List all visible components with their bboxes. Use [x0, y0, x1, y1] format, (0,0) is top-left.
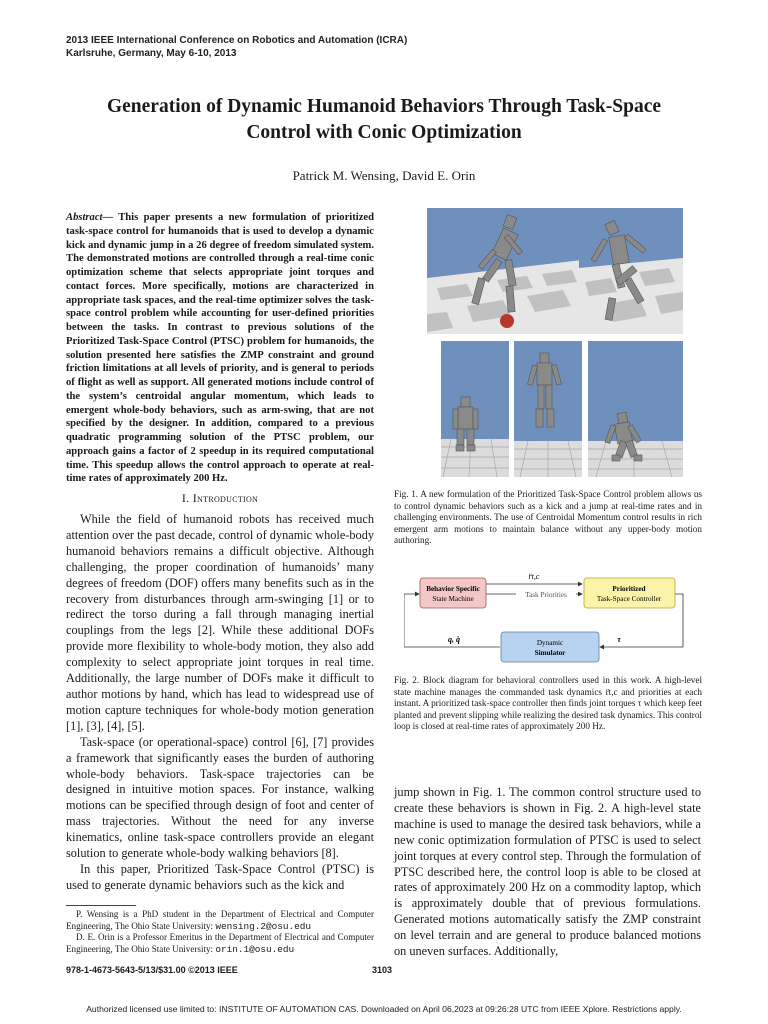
- email-orin[interactable]: orin.1@osu.edu: [215, 943, 295, 955]
- prioritized-controller-box: [584, 578, 675, 608]
- footnote-2-text: D. E. Orin is a Professor Emeritus in the Department of Electrical and Computer Engineering, The Ohio State University:: [66, 932, 374, 954]
- figure-2-caption: Fig. 2. Block diagram for behavioral controllers used in this work. A high-level state machine manages the commanded task dynamics r̈t,c and priorities at each instant. A prioritized task-space controller then finds joint torques τ which keep feet planted and prevent slipping while realizing the desired task dynamics. This control loop is closed at real-time rates of approximately 200 Hz.: [394, 675, 702, 732]
- footnote-orin: [66, 932, 374, 955]
- jump-frame-1-image: [441, 341, 509, 477]
- footnote-1-text: P. Wensing is a PhD student in the Department of Electrical and Computer Engineering, The Ohio State University:: [66, 909, 374, 931]
- q-label: q, q̇: [448, 635, 460, 644]
- abstract: [66, 211, 374, 486]
- figure-2-block-diagram: [404, 568, 687, 668]
- footnote-divider: [66, 905, 136, 906]
- conference-line: 2013 IEEE International Conference on Robotics and Automation (ICRA): [66, 35, 408, 46]
- jump-frame-2-image: [514, 341, 582, 477]
- title-line-2: Control with Conic Optimization: [246, 122, 522, 143]
- jump-frame-3-image: [588, 341, 683, 477]
- behavior-label-2: State Machine: [432, 595, 474, 603]
- isbn-line: 978-1-4673-5643-5/13/$31.00 ©2013 IEEE: [66, 965, 238, 975]
- kick-frame-2-image: [579, 208, 683, 334]
- conference-location: Karlsruhe, Germany, May 6-10, 2013: [66, 48, 237, 59]
- author-footnote: [66, 909, 374, 955]
- paper-title: [40, 94, 728, 146]
- section-heading: [66, 491, 374, 506]
- ptsc-label-2: Task-Space Controller: [596, 595, 662, 603]
- ptsc-label-1: Prioritized: [612, 585, 646, 593]
- section-title: Introduction: [192, 491, 259, 505]
- behavior-label-1: Behavior Specific: [426, 585, 480, 593]
- conference-header: [66, 34, 407, 60]
- rddot-label: r̈t,c: [528, 572, 540, 581]
- right-column-body: [394, 785, 701, 960]
- tau-label: τ: [617, 635, 621, 644]
- email-wensing[interactable]: wensing.2@osu.edu: [215, 920, 311, 932]
- page-number: 3103: [372, 965, 393, 975]
- task-priorities-label: Task Priorities: [525, 591, 567, 599]
- sim-label-2: Simulator: [534, 649, 566, 657]
- sim-label-1: Dynamic: [536, 639, 564, 647]
- intro-paragraph-3: In this paper, Prioritized Task-Space Control (PTSC) is used to generate dynamic behaviors such as the kick and: [66, 861, 374, 892]
- abstract-text: — This paper presents a new formulation of prioritized task-space control for humanoids that is used to develop a dynamic kick and dynamic jump in a 26 degree of freedom simulated system. The demonstrated motions are controlled through a real-time conic optimization scheme that selects appropriate joint torques and contact forces. More specifically, motions are characterized in appropriate task spaces, and the real-time optimizer solves the task-space control problem while accounting for user-defined priorities between the tasks. In contrast to previous solutions of the Prioritized Task-Space Control (PTSC) problem for humanoids, the solution presented here satisfies the ZMP constraint and ground friction limitations at all levels of priority, and is general to periods of flight as well as support. All generated motions include control of the system’s centroidal angular momentum, which leads to emergent whole-body behaviors, such as arm-swing, that are not specified by the designer. In addition, compared to a previous quadratic programming solution of the PTSC problem, our approach gains a factor of 2 speedup in its required computational time. This speedup allows the control approach to operate at real-time rates of approximately 200 Hz.: [66, 212, 374, 485]
- abstract-label: Abstract: [66, 212, 103, 223]
- title-line-1: Generation of Dynamic Humanoid Behaviors Through Task-Space: [106, 96, 662, 117]
- authors: Patrick M. Wensing, David E. Orin: [292, 168, 476, 183]
- behavior-state-machine-box: [420, 578, 486, 608]
- figure-1-caption: Fig. 1. A new formulation of the Prioritized Task-Space Control problem allows us to control dynamic behaviors such as a kick and a jump at real-time rates and in challenging environments. The use of Centroidal Momentum control results in rich emergent arm motions to maintain balance without any upper-body motion authoring.: [394, 489, 702, 546]
- license-notice: Authorized licensed use limited to: INSTITUTE OF AUTOMATION CAS. Downloaded on April 06,2023 at 09:26:28 UTC from IEEE Xplore. Restrictions apply.: [86, 1004, 682, 1014]
- right-paragraph: jump shown in Fig. 1. The common control structure used to create these behaviors is shown in Fig. 2. A high-level state machine is used to manage the desired task behaviors, while a new conic optimization formulation of PTSC is used to select joint torques at every control step. Through the formulation of PTSC described here, the control loop is able to be closed at rates of approximately 200 Hz on a commodity laptop, which is approximately double that of previous formulations. Generated motions automatically satisfy the ZMP constraint on level terrain and are general to produce balanced motions on uneven surfaces. Additionally,: [394, 785, 701, 959]
- intro-paragraph-2: Task-space (or operational-space) control [6], [7] provides a framework that significantly eases the burden of authoring whole-body behaviors. Task-space trajectories can be designed in intuitive motion spaces. For instance, walking motions can be specified through design of foot and center of mass trajectories. Without the need for any inverse kinematics, online task-space controllers provide an elegant solution to generate whole-body walking behaviors [8].: [66, 734, 374, 861]
- section-number: I.: [181, 491, 190, 505]
- intro-paragraph-1: While the field of humanoid robots has received much attention over the past decade, control of dynamic whole-body humanoid behaviors remains a difficult objective. Although challenging, the proper coordination of humanoids’ many degrees of freedom (DOF) offers many benefits such as in the recovery from disturbances through arm-swinging [1] or to redirect the torso during a fall through managing inertial couplings from the legs [2]. While these additional DOFs provide more flexibility to whole-body motion, they also add complexity to select appropriate joint torques in real time. Additionally, the large number of DOFs make it difficult to author motions by hand, which has lead to widespread use of motion capture techniques for whole-body motion generation [1], [3], [4], [5].: [66, 512, 374, 733]
- introduction-body: [66, 512, 374, 894]
- footnote-wensing: [66, 909, 374, 932]
- dynamic-simulator-box: [501, 632, 599, 662]
- kick-frame-1-image: [427, 208, 582, 334]
